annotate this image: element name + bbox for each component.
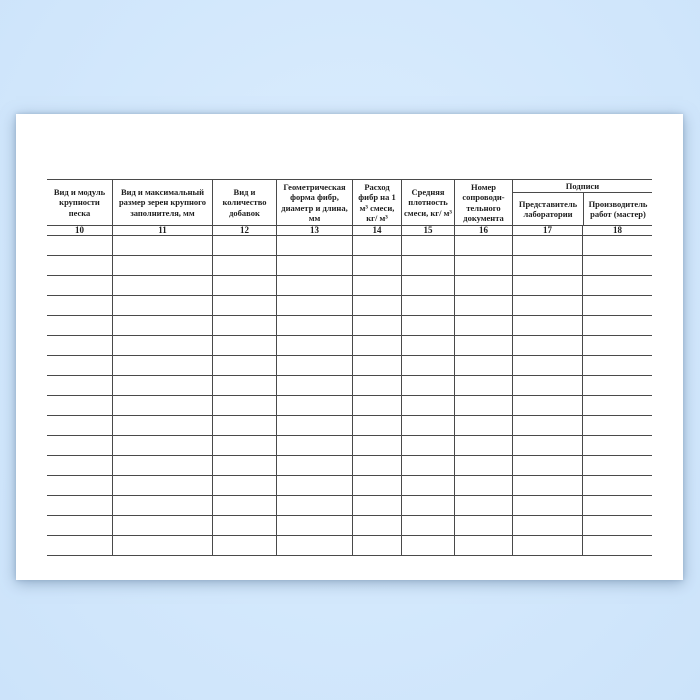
column-header-additives: Вид и количество добавок <box>213 180 277 225</box>
table-cell <box>113 336 213 355</box>
table-cell <box>513 416 583 435</box>
table-cell <box>47 396 113 415</box>
table-cell <box>353 256 402 275</box>
table-cell <box>402 296 455 315</box>
table-cell <box>402 416 455 435</box>
table-cell <box>47 356 113 375</box>
table-row <box>47 356 652 376</box>
table-cell <box>402 376 455 395</box>
table-cell <box>583 496 652 515</box>
table-cell <box>402 516 455 535</box>
table-cell <box>213 436 277 455</box>
table-cell <box>277 496 353 515</box>
table-row <box>47 256 652 276</box>
table-cell <box>213 516 277 535</box>
table-cell <box>455 536 513 555</box>
table-cell <box>277 516 353 535</box>
column-header-coarse-aggregate: Вид и максимальный размер зерен крупного заполнителя, мм <box>113 180 213 225</box>
table-cell <box>113 436 213 455</box>
table-cell <box>277 476 353 495</box>
table-cell <box>455 456 513 475</box>
table-cell <box>113 496 213 515</box>
table-cell <box>583 396 652 415</box>
table-cell <box>277 316 353 335</box>
table-cell <box>47 476 113 495</box>
table-cell <box>455 336 513 355</box>
table-cell <box>277 396 353 415</box>
column-number: 13 <box>277 226 353 235</box>
table-cell <box>277 456 353 475</box>
table-cell <box>513 516 583 535</box>
table-cell <box>513 256 583 275</box>
table-cell <box>47 236 113 255</box>
table-cell <box>277 356 353 375</box>
table-cell <box>583 456 652 475</box>
table-cell <box>402 456 455 475</box>
table-cell <box>47 496 113 515</box>
table-cell <box>353 536 402 555</box>
table-row <box>47 436 652 456</box>
table-cell <box>213 276 277 295</box>
column-group-signatures <box>513 180 652 225</box>
table-cell <box>583 376 652 395</box>
table-cell <box>402 256 455 275</box>
table-cell <box>113 376 213 395</box>
column-header-document-number: Номер сопроводи- тельного документа <box>455 180 513 225</box>
table-cell <box>277 336 353 355</box>
table-cell <box>213 316 277 335</box>
table-cell <box>513 356 583 375</box>
table-cell <box>455 356 513 375</box>
table-cell <box>402 236 455 255</box>
table-cell <box>277 236 353 255</box>
table-cell <box>455 416 513 435</box>
table-cell <box>353 516 402 535</box>
table-row <box>47 316 652 336</box>
table-cell <box>402 436 455 455</box>
table-row <box>47 416 652 436</box>
table-cell <box>513 296 583 315</box>
table-cell <box>213 396 277 415</box>
table-cell <box>113 396 213 415</box>
table-cell <box>213 456 277 475</box>
table-cell <box>513 376 583 395</box>
table-cell <box>213 256 277 275</box>
table-cell <box>353 236 402 255</box>
table-cell <box>353 276 402 295</box>
journal-table <box>47 179 652 556</box>
table-row <box>47 236 652 256</box>
table-cell <box>113 256 213 275</box>
table-cell <box>353 496 402 515</box>
table-cell <box>47 336 113 355</box>
table-cell <box>583 316 652 335</box>
table-body <box>47 236 652 556</box>
table-cell <box>402 276 455 295</box>
table-cell <box>513 496 583 515</box>
table-cell <box>583 256 652 275</box>
table-cell <box>455 316 513 335</box>
table-row <box>47 496 652 516</box>
column-numbers-row <box>47 226 652 236</box>
column-number: 18 <box>613 225 622 235</box>
table-row <box>47 376 652 396</box>
table-cell <box>353 416 402 435</box>
column-header-works-foreman: Производитель работ (мастер) <box>583 193 652 225</box>
table-cell <box>47 416 113 435</box>
table-cell <box>47 456 113 475</box>
table-cell <box>213 376 277 395</box>
table-cell <box>277 436 353 455</box>
table-cell <box>353 436 402 455</box>
table-cell <box>455 256 513 275</box>
table-cell <box>213 536 277 555</box>
table-cell <box>277 416 353 435</box>
column-header-fiber-consumption: Расход фибр на 1 м³ смеси, кг/ м³ <box>353 180 402 225</box>
table-cell <box>353 296 402 315</box>
table-cell <box>353 476 402 495</box>
table-cell <box>513 316 583 335</box>
table-row <box>47 476 652 496</box>
column-number: 11 <box>113 226 213 235</box>
table-cell <box>513 276 583 295</box>
table-cell <box>353 396 402 415</box>
table-cell <box>113 456 213 475</box>
table-cell <box>47 516 113 535</box>
table-cell <box>277 376 353 395</box>
column-header-lab-representative: Представитель лаборатории <box>518 198 578 219</box>
table-cell <box>353 336 402 355</box>
table-cell <box>213 476 277 495</box>
table-cell <box>47 276 113 295</box>
table-cell <box>583 356 652 375</box>
signatures-subcolumns <box>513 193 652 225</box>
table-row <box>47 516 652 536</box>
table-cell <box>583 416 652 435</box>
table-cell <box>402 316 455 335</box>
table-cell <box>277 296 353 315</box>
table-cell <box>353 356 402 375</box>
table-cell <box>47 256 113 275</box>
table-cell <box>513 536 583 555</box>
table-cell <box>353 316 402 335</box>
table-cell <box>583 236 652 255</box>
column-number: 10 <box>47 226 113 235</box>
column-header-mix-density: Средняя плотность смеси, кг/ м³ <box>402 180 455 225</box>
table-cell <box>402 356 455 375</box>
table-cell <box>455 236 513 255</box>
table-cell <box>47 296 113 315</box>
table-cell <box>213 296 277 315</box>
table-cell <box>113 276 213 295</box>
table-cell <box>277 536 353 555</box>
table-row <box>47 396 652 416</box>
table-row <box>47 296 652 316</box>
table-cell <box>583 536 652 555</box>
table-cell <box>455 276 513 295</box>
column-number: 16 <box>455 226 513 235</box>
table-cell <box>213 356 277 375</box>
table-cell <box>455 296 513 315</box>
table-cell <box>353 376 402 395</box>
table-cell <box>513 456 583 475</box>
table-cell <box>583 276 652 295</box>
table-header-row <box>47 180 652 226</box>
table-cell <box>47 436 113 455</box>
table-cell <box>402 476 455 495</box>
table-row <box>47 456 652 476</box>
table-cell <box>513 336 583 355</box>
table-cell <box>513 476 583 495</box>
column-header-fiber-shape: Геометрическая форма фибр, диаметр и длина, мм <box>277 180 353 225</box>
table-cell <box>513 236 583 255</box>
column-number: 14 <box>353 226 402 235</box>
table-cell <box>113 356 213 375</box>
table-cell <box>455 516 513 535</box>
table-cell <box>402 336 455 355</box>
column-number: 17 <box>513 226 583 235</box>
column-number: 15 <box>402 226 455 235</box>
table-row <box>47 536 652 556</box>
table-cell <box>455 496 513 515</box>
table-cell <box>402 396 455 415</box>
table-cell <box>455 396 513 415</box>
table-cell <box>47 376 113 395</box>
column-header-sand: Вид и модуль крупности песка <box>47 180 113 225</box>
table-cell <box>47 316 113 335</box>
table-cell <box>513 436 583 455</box>
table-cell <box>353 456 402 475</box>
table-cell <box>455 376 513 395</box>
table-cell <box>583 476 652 495</box>
table-cell <box>583 336 652 355</box>
table-cell <box>113 416 213 435</box>
column-number: 12 <box>213 226 277 235</box>
table-cell <box>455 476 513 495</box>
table-cell <box>213 416 277 435</box>
table-cell <box>47 536 113 555</box>
table-cell <box>277 276 353 295</box>
table-cell <box>583 516 652 535</box>
table-cell <box>113 236 213 255</box>
table-cell <box>113 316 213 335</box>
table-cell <box>583 436 652 455</box>
table-cell <box>113 536 213 555</box>
table-cell <box>583 296 652 315</box>
table-cell <box>277 256 353 275</box>
table-cell <box>113 296 213 315</box>
table-row <box>47 276 652 296</box>
table-cell <box>402 536 455 555</box>
table-row <box>47 336 652 356</box>
table-cell <box>213 496 277 515</box>
signatures-group-title: Подписи <box>513 180 652 193</box>
table-cell <box>402 496 455 515</box>
table-cell <box>213 236 277 255</box>
table-cell <box>113 516 213 535</box>
document-page <box>16 114 683 580</box>
table-cell <box>455 436 513 455</box>
table-cell <box>513 396 583 415</box>
table-cell <box>213 336 277 355</box>
table-cell <box>113 476 213 495</box>
